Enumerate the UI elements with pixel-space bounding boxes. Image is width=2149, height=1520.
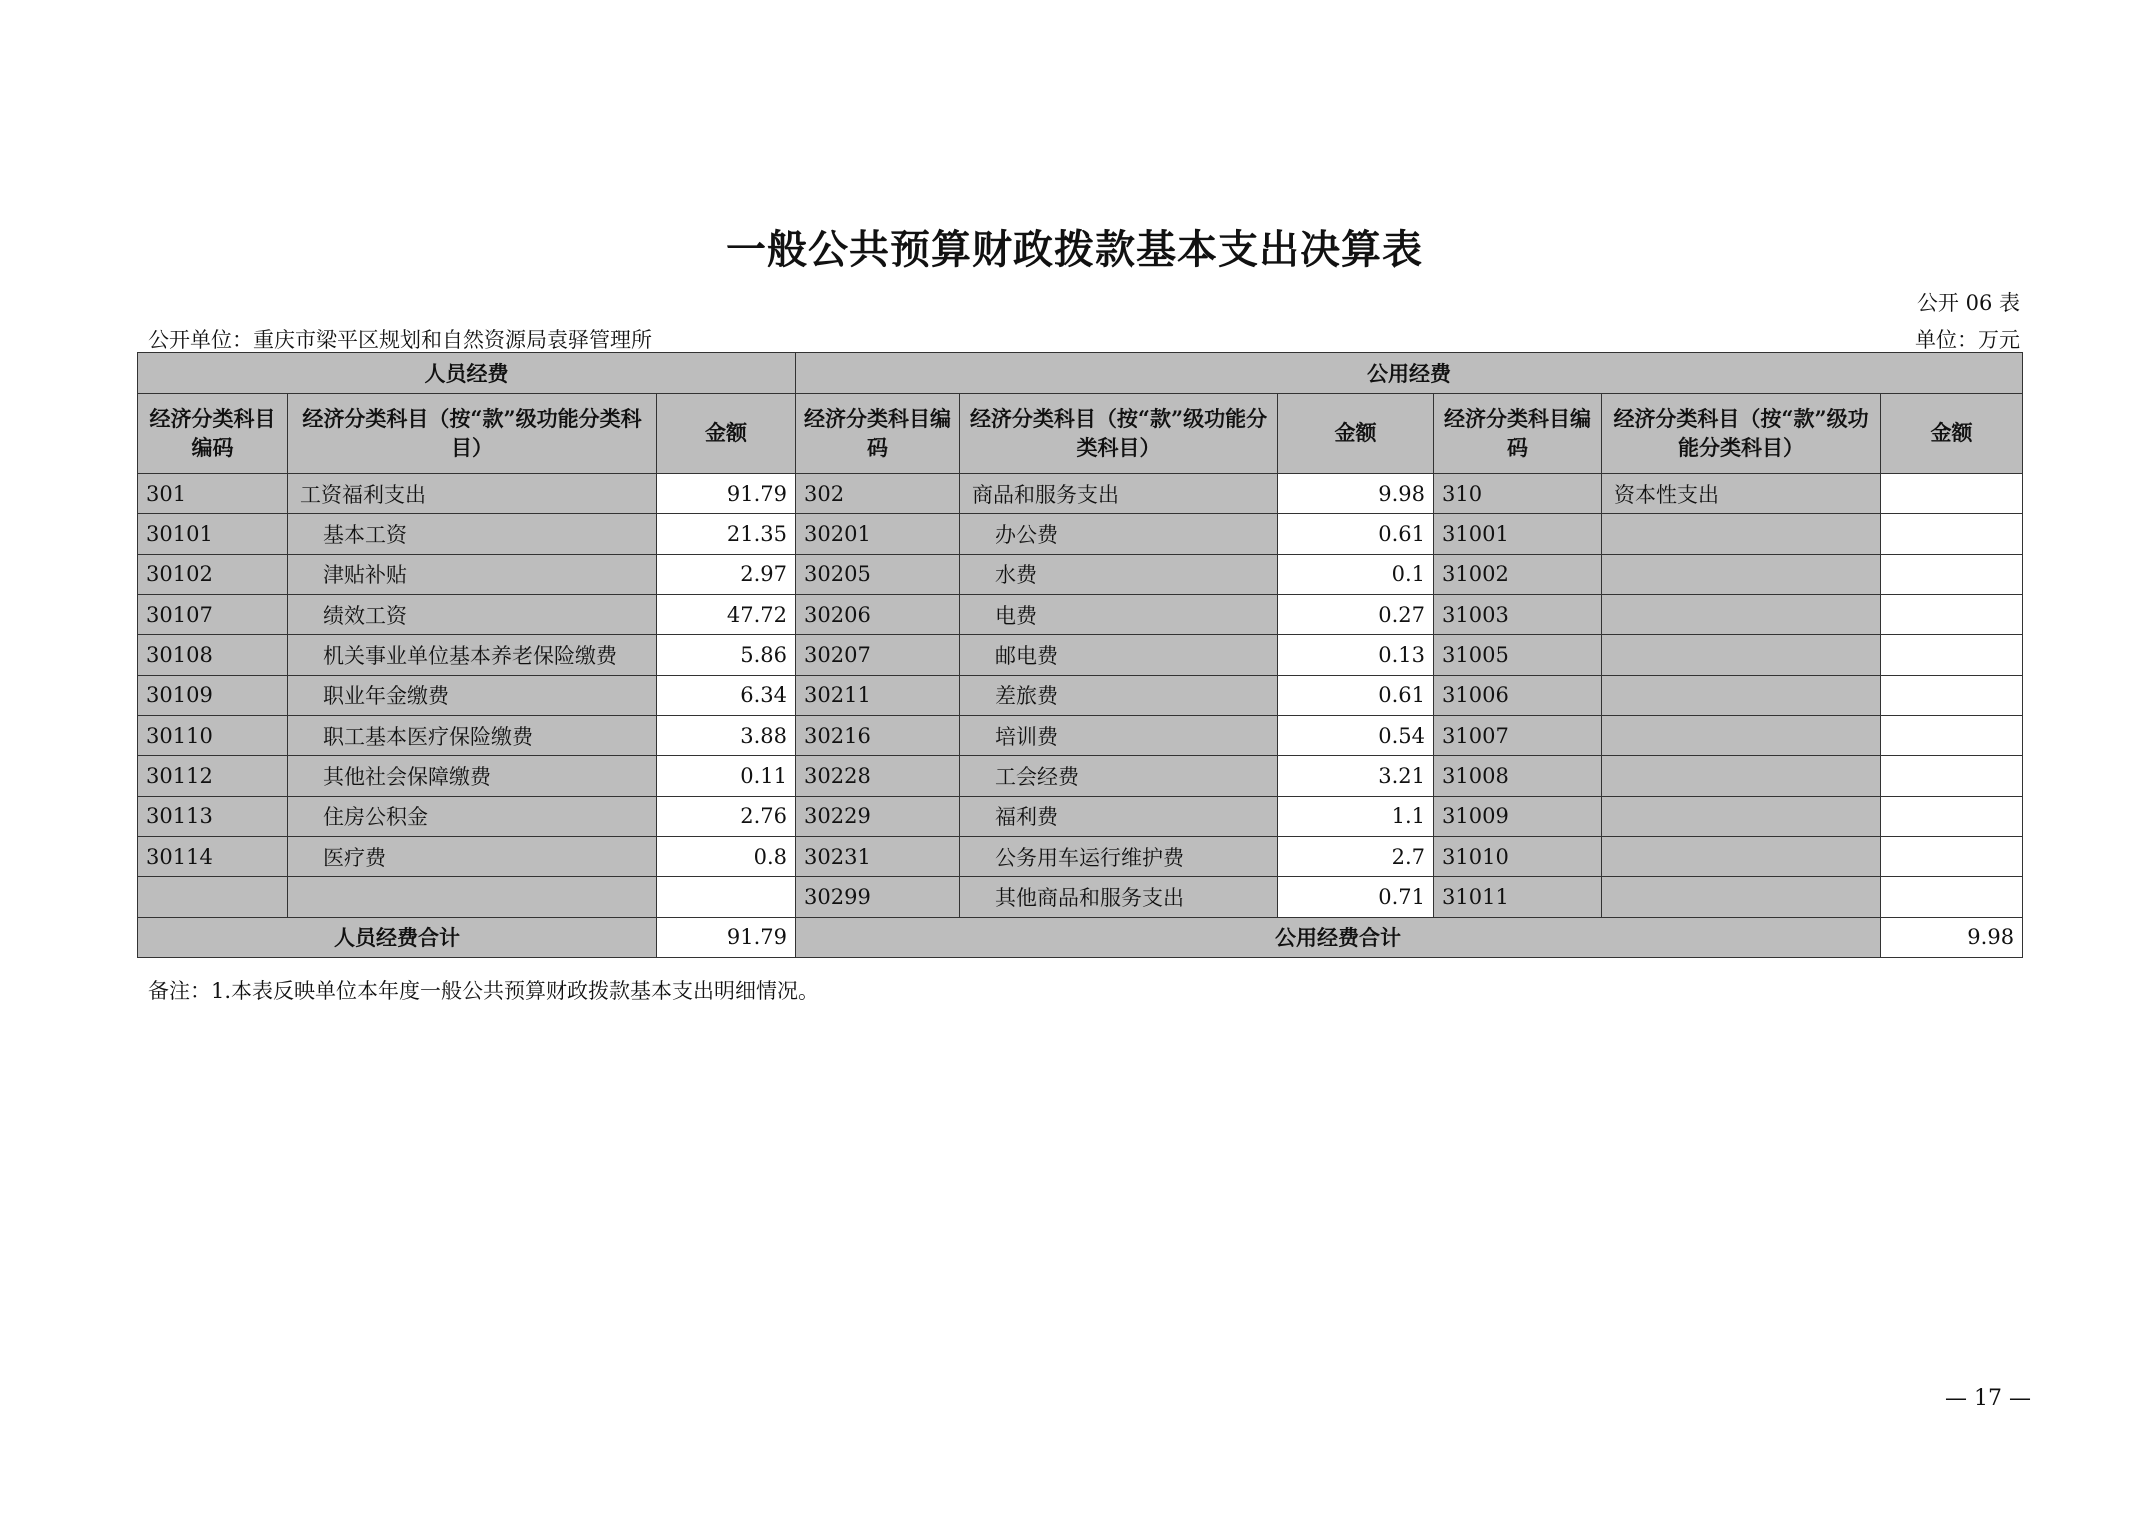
public-amount-cell: 0.1 [1278,554,1434,594]
capital-name-cell [1602,514,1881,554]
totals-row [138,917,2023,957]
personnel-code-cell: 30113 [138,796,288,836]
public-name-cell: 差旅费 [960,675,1278,715]
header-code: 经济分类科目编码 [138,394,288,474]
capital-amount-cell [1881,635,2023,675]
public-code-cell: 30201 [796,514,960,554]
personnel-code-cell: 301 [138,474,288,514]
capital-amount-cell [1881,474,2023,514]
table-row [138,554,2023,594]
header-name: 经济分类科目（按“款”级功能分类科目） [1602,394,1881,474]
public-code-cell: 30216 [796,715,960,755]
public-code-cell: 30211 [796,675,960,715]
table-row [138,514,2023,554]
personnel-amount-cell: 2.97 [657,554,796,594]
public-name-cell: 培训费 [960,715,1278,755]
personnel-amount-cell: 21.35 [657,514,796,554]
personnel-name-cell: 工资福利支出 [288,474,657,514]
personnel-code-cell: 30107 [138,594,288,634]
capital-name-cell [1602,554,1881,594]
public-code-cell: 30299 [796,877,960,917]
capital-code-cell: 31008 [1434,756,1602,796]
page-title: 一般公共预算财政拨款基本支出决算表 [726,226,1423,273]
personnel-code-cell: 30109 [138,675,288,715]
capital-code-cell: 31005 [1434,635,1602,675]
personnel-name-cell: 津贴补贴 [288,554,657,594]
personnel-amount-cell: 47.72 [657,594,796,634]
table-row [138,715,2023,755]
capital-amount-cell [1881,594,2023,634]
capital-code-cell: 31002 [1434,554,1602,594]
capital-name-cell [1602,877,1881,917]
table-row [138,474,2023,514]
personnel-amount-cell: 3.88 [657,715,796,755]
capital-code-cell: 31009 [1434,796,1602,836]
personnel-total-amount: 91.79 [657,917,796,957]
capital-amount-cell [1881,877,2023,917]
capital-amount-cell [1881,554,2023,594]
header-code: 经济分类科目编码 [796,394,960,474]
currency-unit: 单位：万元 [1915,328,2020,352]
capital-code-cell: 31003 [1434,594,1602,634]
table-row [138,635,2023,675]
capital-name-cell [1602,635,1881,675]
capital-name-cell [1602,796,1881,836]
personnel-code-cell [138,877,288,917]
section-public: 公用经费 [796,353,2023,394]
capital-amount-cell [1881,675,2023,715]
public-code-cell: 30231 [796,836,960,876]
footnote: 备注：1.本表反映单位本年度一般公共预算财政拨款基本支出明细情况。 [148,979,820,1003]
personnel-amount-cell: 2.76 [657,796,796,836]
public-code-cell: 302 [796,474,960,514]
public-code-cell: 30228 [796,756,960,796]
header-name: 经济分类科目（按“款”级功能分类科目） [960,394,1278,474]
reporting-unit: 公开单位：重庆市梁平区规划和自然资源局袁驿管理所 [148,328,652,352]
table-row [138,796,2023,836]
public-code-cell: 30205 [796,554,960,594]
capital-name-cell [1602,594,1881,634]
personnel-amount-cell: 0.8 [657,836,796,876]
public-amount-cell: 9.98 [1278,474,1434,514]
capital-amount-cell [1881,715,2023,755]
public-name-cell: 商品和服务支出 [960,474,1278,514]
public-name-cell: 邮电费 [960,635,1278,675]
capital-name-cell [1602,756,1881,796]
capital-amount-cell [1881,836,2023,876]
header-amount: 金额 [1881,394,2023,474]
public-amount-cell: 0.61 [1278,514,1434,554]
public-name-cell: 其他商品和服务支出 [960,877,1278,917]
table-row [138,877,2023,917]
header-name: 经济分类科目（按“款”级功能分类科目） [288,394,657,474]
capital-name-cell [1602,715,1881,755]
personnel-name-cell: 住房公积金 [288,796,657,836]
public-name-cell: 办公费 [960,514,1278,554]
section-personnel: 人员经费 [138,353,796,394]
personnel-name-cell: 医疗费 [288,836,657,876]
table-row [138,594,2023,634]
public-name-cell: 水费 [960,554,1278,594]
public-amount-cell: 0.71 [1278,877,1434,917]
public-amount-cell: 0.61 [1278,675,1434,715]
personnel-code-cell: 30101 [138,514,288,554]
public-name-cell: 福利费 [960,796,1278,836]
capital-name-cell: 资本性支出 [1602,474,1881,514]
personnel-amount-cell [657,877,796,917]
public-amount-cell: 0.13 [1278,635,1434,675]
public-code-cell: 30206 [796,594,960,634]
personnel-name-cell: 基本工资 [288,514,657,554]
header-amount: 金额 [657,394,796,474]
capital-name-cell [1602,836,1881,876]
capital-code-cell: 31001 [1434,514,1602,554]
public-amount-cell: 3.21 [1278,756,1434,796]
public-code-cell: 30229 [796,796,960,836]
personnel-name-cell: 其他社会保障缴费 [288,756,657,796]
personnel-total-label: 人员经费合计 [138,917,657,957]
personnel-code-cell: 30110 [138,715,288,755]
personnel-name-cell: 绩效工资 [288,594,657,634]
public-name-cell: 电费 [960,594,1278,634]
personnel-amount-cell: 91.79 [657,474,796,514]
capital-name-cell [1602,675,1881,715]
public-amount-cell: 0.54 [1278,715,1434,755]
personnel-name-cell: 机关事业单位基本养老保险缴费 [288,635,657,675]
header-amount: 金额 [1278,394,1434,474]
form-number: 公开 06 表 [1916,291,2020,315]
section-header-row [138,353,2023,394]
capital-code-cell: 31010 [1434,836,1602,876]
public-code-cell: 30207 [796,635,960,675]
capital-code-cell: 31006 [1434,675,1602,715]
public-name-cell: 工会经费 [960,756,1278,796]
personnel-code-cell: 30112 [138,756,288,796]
public-total-amount: 9.98 [1881,917,2023,957]
table-row [138,675,2023,715]
page-number: — 17 — [1945,1386,2031,1411]
capital-amount-cell [1881,514,2023,554]
personnel-amount-cell: 6.34 [657,675,796,715]
capital-amount-cell [1881,756,2023,796]
personnel-amount-cell: 0.11 [657,756,796,796]
capital-code-cell: 31011 [1434,877,1602,917]
personnel-code-cell: 30102 [138,554,288,594]
header-code: 经济分类科目编码 [1434,394,1602,474]
table-row [138,836,2023,876]
personnel-amount-cell: 5.86 [657,635,796,675]
personnel-name-cell: 职工基本医疗保险缴费 [288,715,657,755]
public-total-label: 公用经费合计 [796,917,1881,957]
capital-code-cell: 31007 [1434,715,1602,755]
public-amount-cell: 1.1 [1278,796,1434,836]
public-amount-cell: 2.7 [1278,836,1434,876]
personnel-name-cell [288,877,657,917]
capital-code-cell: 310 [1434,474,1602,514]
personnel-code-cell: 30108 [138,635,288,675]
column-header-row [138,394,2023,474]
expenditure-table [137,352,2023,958]
table-row [138,756,2023,796]
capital-amount-cell [1881,796,2023,836]
public-amount-cell: 0.27 [1278,594,1434,634]
public-name-cell: 公务用车运行维护费 [960,836,1278,876]
personnel-name-cell: 职业年金缴费 [288,675,657,715]
personnel-code-cell: 30114 [138,836,288,876]
